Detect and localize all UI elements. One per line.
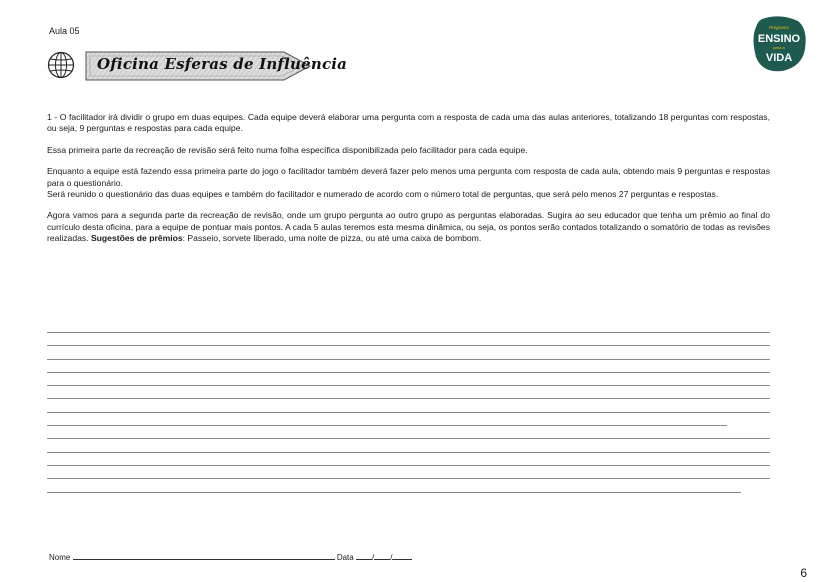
writing-line[interactable]	[47, 332, 770, 333]
name-label: Nome	[49, 553, 71, 562]
writing-line[interactable]	[47, 398, 770, 399]
prize-suggestions-label: Sugestões de prêmios	[90, 233, 183, 244]
instructions-text	[47, 112, 770, 255]
paragraph-1: 1 - O facilitador irá dividir o grupo em duas equipes. Cada equipe deverá elaborar uma pergunta com a resposta de cada uma das aulas anteriores, totalizando 18 perguntas com respostas, ou seja, 9 perguntas e respostas para cada equipe.	[47, 112, 770, 134]
writing-line[interactable]	[47, 452, 770, 453]
svg-text:Programa: Programa	[769, 25, 789, 30]
date-month-field[interactable]	[374, 551, 390, 560]
date-year-field[interactable]	[392, 551, 412, 560]
writing-line[interactable]	[47, 372, 770, 373]
writing-line[interactable]	[47, 492, 741, 493]
paragraph-5: Agora vamos para a segunda parte da recreação de revisão, onde um grupo pergunta ao outro grupo as perguntas elaboradas. Sugira ao seu educador que tenha um prêmio ao final do currículo desta oficina, para a equipe de pontuar mais pontos. A cada 5 aulas teremos esta mesma dinâmica, ou seja, os pontos serão contados totalizando o somatório de todas as revisões realizadas. Sugestões de prêmios: Passeio, sorvete liberado, uma noite de pizza, ou até uma caixa de bombom.	[47, 210, 770, 244]
writing-line[interactable]	[47, 438, 770, 439]
writing-lines[interactable]	[47, 332, 770, 505]
writing-line[interactable]	[47, 412, 770, 413]
globe-icon	[47, 51, 75, 79]
writing-line[interactable]	[47, 478, 770, 479]
ensino-para-a-vida-logo	[752, 15, 807, 73]
paragraph-3: Enquanto a equipe está fazendo essa primeira parte do jogo o facilitador também deverá fazer pelo menos uma pergunta com resposta de cada aula, obtendo mais 9 perguntas e respostas para o questionário.	[47, 166, 770, 188]
writing-line[interactable]	[47, 345, 770, 346]
paragraph-2: Essa primeira parte da recreação de revisão será feito numa folha específica disponibilizada pelo facilitador para cada equipe.	[47, 144, 528, 155]
writing-line[interactable]	[47, 385, 770, 386]
svg-text:para a: para a	[773, 45, 785, 50]
svg-text:VIDA: VIDA	[765, 52, 793, 64]
writing-line[interactable]	[47, 359, 770, 360]
writing-line[interactable]	[47, 425, 727, 426]
paragraph-4: Será reunido o questionário das duas equipes e também do facilitador e numerado de acordo com o número total de perguntas, que será pelo menos 27 perguntas e respostas.	[47, 189, 719, 200]
date-day-field[interactable]	[356, 551, 372, 560]
footer: Nome Data / /	[49, 551, 412, 562]
banner-title: Oficina Esferas de Influência	[97, 55, 348, 73]
date-label: Data	[336, 553, 354, 562]
writing-line[interactable]	[47, 465, 770, 466]
svg-text:ENSINO: ENSINO	[757, 33, 801, 45]
lesson-label: Aula 05	[49, 26, 80, 36]
page-number: 6	[800, 566, 807, 580]
name-field[interactable]	[73, 551, 335, 560]
